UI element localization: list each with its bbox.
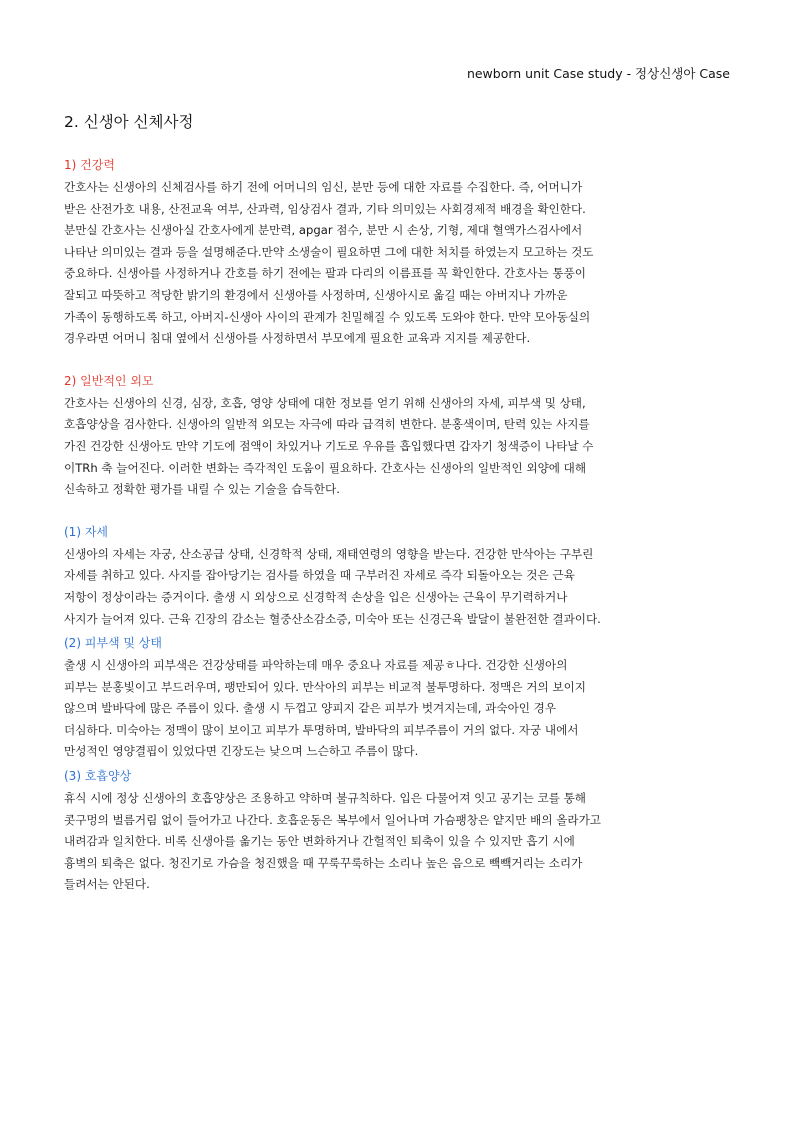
text-line: 사지가 늘어져 있다. 근육 긴장의 감소는 혈중산소감소증, 미숙아 또는 신경근육 발달이 불완전한 결과이다.	[64, 611, 601, 626]
text-line: 간호사는 신생아의 신체검사를 하기 전에 어머니의 임신, 분만 등에 대한 자료를 수집한다. 즉, 어머니가	[64, 180, 583, 194]
text-line: 호흡양상을 검사한다. 신생아의 일반적 외모는 자극에 따라 급격히 변한다. 분홍색이며, 탄력 있는 사지를	[64, 417, 590, 432]
heading-respiration: (3) 호흡양상	[64, 769, 132, 784]
heading-skin-color: (2) 피부색 및 상태	[64, 636, 162, 651]
heading-health-history: 1) 건강력	[64, 158, 115, 172]
block-health-history	[64, 156, 730, 350]
text-line: 가족이 동행하도록 하고, 아버지-신생아 사이의 관계가 친밀해질 수 있도록 도와야 한다. 만약 모아동실의	[64, 309, 591, 324]
block-general-appearance	[64, 372, 730, 501]
text-line: 간호사는 신생아의 신경, 심장, 호흡, 영양 상태에 대한 정보를 얻기 위해 신생아의 자세, 피부색 및 상태,	[64, 395, 586, 410]
paragraph-respiration	[64, 788, 730, 896]
text-line: 만성적인 영양결핍이 있었다면 긴장도는 낮으며 느슨하고 주름이 많다.	[64, 744, 419, 759]
block-skin-color	[64, 634, 730, 763]
text-line: 신생아의 자세는 자궁, 산소공급 상태, 신경학적 상태, 재태연령의 영향을 받는다. 건강한 만삭아는 구부린	[64, 546, 594, 561]
text-line: 나타난 의미있는 결과 등을 설명해준다.만약 소생술이 필요하면 그에 대한 처치를 하였는지 모고하는 것도	[64, 244, 594, 259]
text-line: 분만실 간호사는 신생아실 간호사에게 분만력, apgar 점수, 분만 시 손상, 기형, 제대 혈액가스검사에서	[64, 223, 583, 238]
text-line: 더심하다. 미숙아는 정맥이 많이 보이고 피부가 투명하며, 발바닥의 피부주름이 거의 없다. 자궁 내에서	[64, 722, 579, 737]
text-line: 가진 건강한 신생아도 만약 기도에 점액이 차있거나 기도로 우유를 흡입했다면 갑자기 청색증이 나타날 수	[64, 438, 594, 453]
block-respiration	[64, 767, 730, 896]
text-line: 잘되고 따뜻하고 적당한 밝기의 환경에서 신생아를 사정하며, 신생아시로 옮길 때는 아버지나 가까운	[64, 287, 568, 302]
text-line: 저항이 정상이라는 증거이다. 출생 시 외상으로 신경학적 손상을 입은 신생아는 근육이 무기력하거나	[64, 589, 568, 604]
paragraph-posture	[64, 544, 730, 630]
block-posture	[64, 523, 730, 630]
section-title: 2. 신생아 신체사정	[64, 113, 194, 131]
running-header: newborn unit Case study - 정상신생아 Case	[466, 66, 730, 81]
text-line: 흉벽의 퇴축은 없다. 청진기로 가슴을 청진했을 때 꾸룩꾸룩하는 소리나 높은 음으로 빽빽거리는 소리가	[64, 855, 583, 870]
text-line: 받은 산전가호 내용, 산전교육 여부, 산과력, 임상검사 결과, 기타 의미있는 사회경제적 배경을 확인한다.	[64, 201, 586, 216]
text-line: 자세를 취하고 있다. 사지를 잡아당기는 검사를 하였을 때 구부러진 자세로 즉각 되돌아오는 것은 근육	[64, 568, 575, 583]
text-line: 콧구멍의 벌름거림 없이 들어가고 나간다. 호흡운동은 복부에서 일어나며 가슴팽창은 얕지만 배의 올라가고	[64, 812, 602, 827]
paragraph-health-history	[64, 177, 730, 350]
text-line: 경우라면 어머니 침대 옆에서 신생아를 사정하면서 부모에게 필요한 교육과 지지를 제공한다.	[64, 331, 531, 346]
text-line: 중요하다. 신생아를 사정하거나 간호를 하기 전에는 팔과 다리의 이름표를 꼭 확인한다. 간호사는 통풍이	[64, 266, 586, 281]
heading-posture: (1) 자세	[64, 524, 108, 539]
text-line: 들려서는 안된다.	[64, 877, 150, 892]
text-line: 않으며 발바닥에 많은 주름이 있다. 출생 시 두껍고 양피지 같은 피부가 벗겨지는데, 과숙아인 경우	[64, 701, 557, 716]
heading-general-appearance: 2) 일반적인 외모	[64, 373, 154, 388]
paragraph-general-appearance	[64, 393, 730, 501]
paragraph-skin-color	[64, 655, 730, 763]
text-line: 피부는 분홍빛이고 부드러우며, 팽만되어 있다. 만삭아의 피부는 비교적 불투명하다. 정맥은 거의 보이지	[64, 679, 586, 694]
document-body	[64, 110, 730, 900]
text-line: 휴식 시에 정상 신생아의 호흡양상은 조용하고 약하며 불규칙하다. 입은 다물어져 잇고 공기는 코를 통해	[64, 791, 586, 806]
text-line: 내려감과 일치한다. 비록 신생아를 옮기는 동안 변화하거나 간헐적인 퇴축이 있을 수 있지만 흡기 시에	[64, 834, 575, 849]
text-line: 이TRh 축 늘어진다. 이러한 변화는 즉각적인 도움이 필요하다. 간호사는 신생아의 일반적인 외양에 대해	[64, 460, 587, 475]
text-line: 신속하고 정확한 평가를 내릴 수 있는 기술을 습득한다.	[64, 482, 340, 497]
text-line: 출생 시 신생아의 피부색은 건강상태를 파악하는데 매우 중요나 자료를 제공ㅎ나다. 건강한 신생아의	[64, 658, 568, 673]
